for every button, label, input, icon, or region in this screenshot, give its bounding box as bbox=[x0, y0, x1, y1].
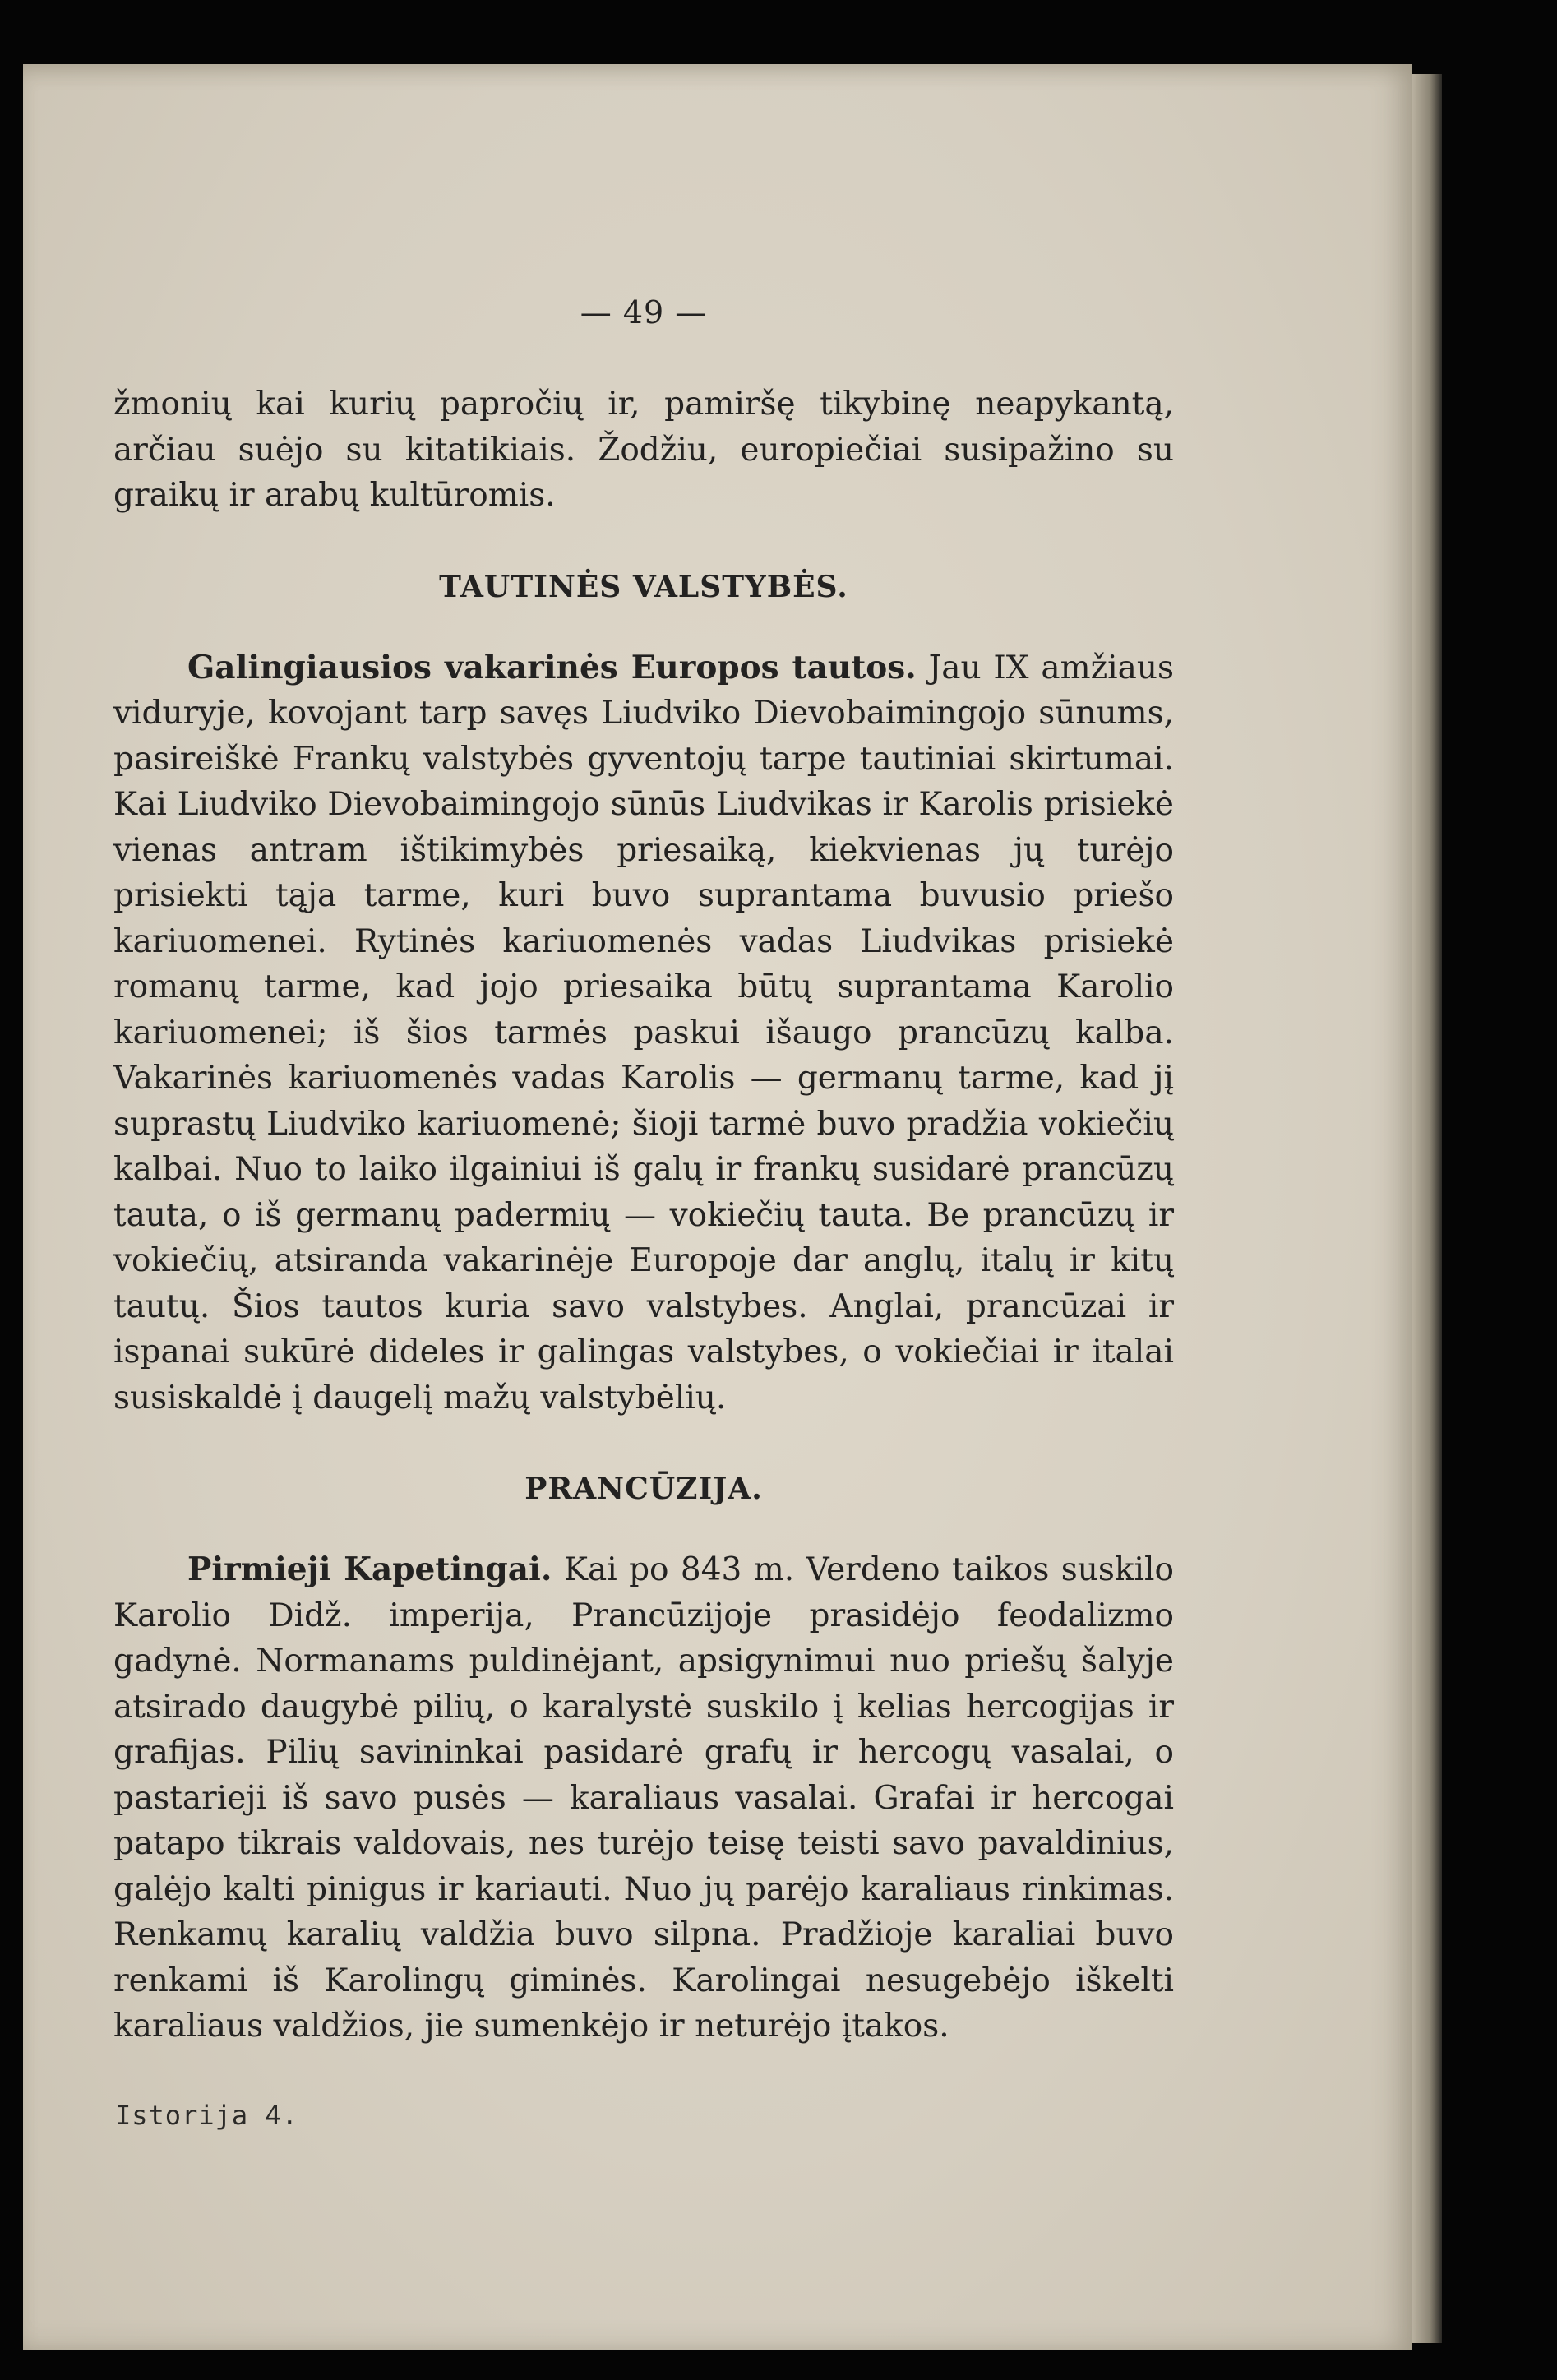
section-heading-prancuzija: PRANCŪZIJA. bbox=[524, 1472, 763, 1506]
intro-paragraph: žmonių kai kurių papročių ir, pamiršę tikybinę neapykantą, arčiau suėjo su kitatikiais. Žodžiu, europiečiai susipažino su graikų ir arabų kultūromis. bbox=[113, 386, 1174, 514]
page-content bbox=[113, 294, 1174, 2050]
book-page bbox=[23, 64, 1412, 2350]
paragraph-body: Kai po 843 m. Verdeno taikos suskilo Karolio Didž. imperija, Prancūzijoje prasidėjo feodalizmo gadynė. Normanams puldinėjant, apsigynimui nuo priešų šalyje atsirado daugybė pilių, o karalystė suskilo į kelias hercogijas ir grafijas. Pilių savininkai pasidarė grafų ir hercogų vasalai, o pastarieji iš savo pusės — karaliaus vasalai. Grafai ir hercogai patapo tikrais valdovais, nes turėjo teisę teisti savo pavaldinius, galėjo kalti pinigus ir kariauti. Nuo jų parėjo karaliaus rinkimas. Renkamų karalių valdžia buvo silpna. Pradžioje karaliai buvo renkami iš Karolingų giminės. Karolingai nesugebėjo iškelti karaliaus valdžios, jie sumenkėjo ir neturėjo įtakos. bbox=[113, 1551, 1174, 2045]
book-spine-edge bbox=[1412, 74, 1442, 2343]
section-paragraph-tautines-valstybes bbox=[113, 645, 1174, 1421]
paragraph-lead-title: Pirmieji Kapetingai. bbox=[187, 1550, 552, 1588]
section-paragraph-prancuzija bbox=[113, 1547, 1174, 2050]
page-number: — 49 — bbox=[580, 294, 708, 330]
paragraph-body: Jau IX amžiaus viduryje, kovojant tarp savęs Liudviko Dievobaimingojo sūnums, pasireiškė Frankų valstybės gyventojų tarpe tautiniai skirtumai. Kai Liudviko Dievobaimingojo sūnūs Liudvikas ir Karolis prisiekė vienas antram ištikimybės priesaiką, kiekvienas jų turėjo prisiekti tąja tarme, kuri buvo suprantama buvusio priešo kariuomenei. Rytinės kariuomenės vadas Liudvikas prisiekė romanų tarme, kad jojo priesaika būtų suprantama Karolio kariuomenei; iš šios tarmės paskui išaugo prancūzų kalba. Vakarinės kariuomenės vadas Karolis — germanų tarme, kad jį suprastų Liudviko kariuomenė; šioji tarmė buvo pradžia vokiečių kalbai. Nuo to laiko ilgainiui iš galų ir frankų susidarė prancūzų tauta, o iš germanų padermių — vokiečių tauta. Be prancūzų ir vokiečių, atsiranda vakarinėje Europoje dar anglų, italų ir kitų tautų. Šios tautos kuria savo valstybes. Anglai, prancūzai ir ispanai sukūrė dideles ir galingas valstybes, o vokiečiai ir italai susiskaldė į daugelį mažų valstybėlių. bbox=[113, 649, 1174, 1416]
paragraph-lead-title: Galingiausios vakarinės Europos tautos. bbox=[187, 648, 917, 686]
signature-footer: Istorija 4. bbox=[115, 2100, 298, 2131]
section-heading-tautines-valstybes: TAUTINĖS VALSTYBĖS. bbox=[439, 569, 848, 604]
